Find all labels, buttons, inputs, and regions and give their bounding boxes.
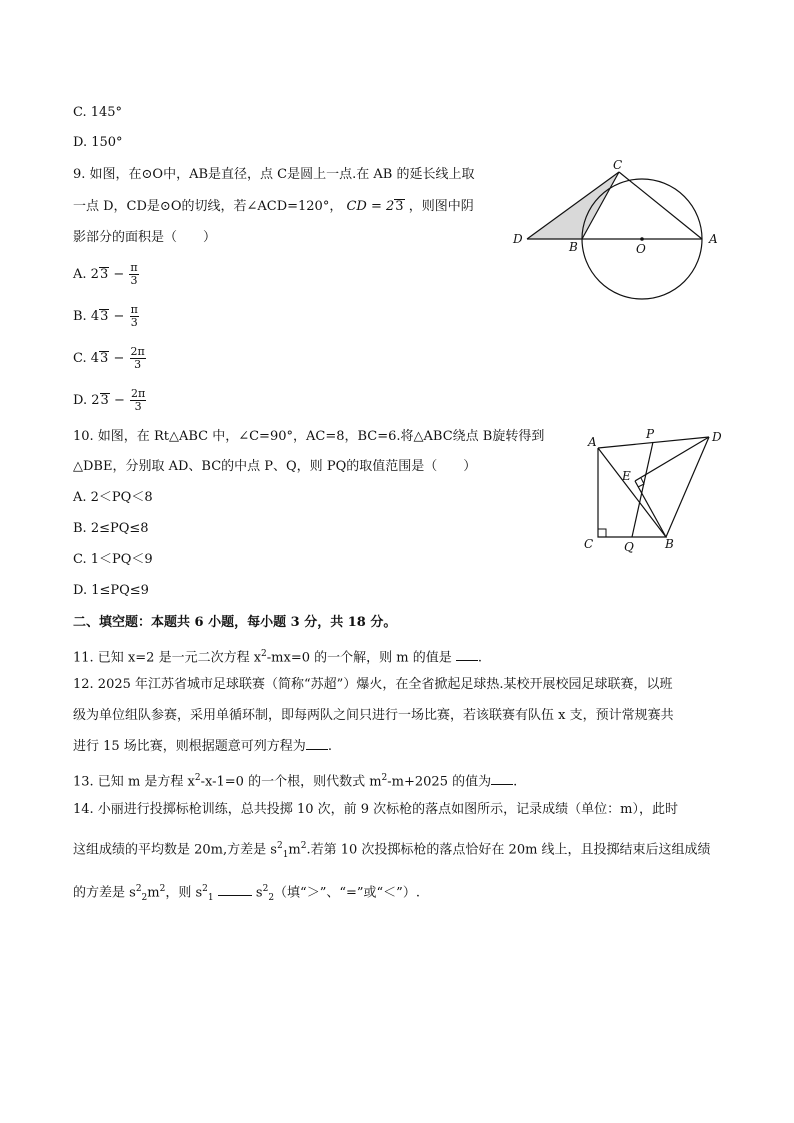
q14-s2b-sub: 2 (268, 892, 275, 903)
q14-line3: 的方差是 $s^2_2m^2$，则 $s^2_1$ $s^2_2$（填“＞”、“=”或“＜”）. (73, 884, 420, 903)
label-q: Q (624, 540, 634, 554)
option-label: C. (73, 351, 87, 366)
q10-option-a: A. 2＜PQ＜8 (73, 490, 153, 505)
q13-text-a: 13. 已知 m 是方程 x (73, 774, 195, 790)
option-op: − (113, 393, 125, 408)
q14-line3a: 的方差是 s (73, 885, 136, 901)
label-a: A (588, 435, 597, 449)
q14-answer-blank[interactable] (218, 895, 252, 896)
q14-line3c: （填“＞”、“=”或“＜”）. (274, 885, 420, 901)
q14-m: m (288, 842, 301, 858)
option-coef: 4 (90, 309, 100, 324)
q14-s2-sub: 2 (141, 892, 148, 903)
line-pq (632, 442, 653, 537)
option-fraction: $\frac{2\pi}{3}$ (130, 345, 145, 371)
q11-stem (73, 645, 482, 667)
label-d: D (513, 232, 523, 246)
q14-s2b-sup: 2 (262, 884, 269, 894)
line-eb (635, 481, 666, 537)
q9-option-d (73, 388, 147, 413)
option-radical: 3 (100, 309, 109, 324)
q14-line2a: 这组成绩的平均数是 20m,方差是 s (73, 842, 277, 858)
triangle-acb (598, 448, 666, 537)
q14-m: m (147, 885, 160, 901)
q8-option-c: C. 145° (73, 105, 123, 120)
q9-sqrt: 3 (395, 199, 404, 214)
q14-s1-sup: 2 (276, 841, 283, 851)
label-b: B (665, 537, 674, 551)
q13-sup2: 2 (381, 773, 388, 783)
q9-option-c (73, 346, 147, 371)
q9-stem-line2b: ，则图中阴 (408, 199, 474, 214)
q13-answer-blank[interactable] (491, 784, 513, 785)
q13-text-d: . (513, 774, 518, 790)
option-op: − (113, 309, 125, 324)
q13-text-b: -x-1=0 的一个根，则代数式 m (200, 774, 382, 790)
q14-line1: 14. 小丽进行投掷标枪训练，总共投掷 10 次，前 9 次标枪的落点如图所示，记录成绩（单位：m），此时 (73, 802, 678, 817)
q9-stem-line1: 9. 如图，在⊙O中，AB是直径，点 C是圆上一点.在 AB 的延长线上取 (73, 167, 475, 182)
label-b: B (569, 240, 578, 254)
q12-line3a: 进行 15 场比赛，则根据题意可列方程为 (73, 739, 306, 754)
q9-stem-line2 (73, 198, 474, 216)
option-op: − (113, 351, 125, 366)
q12-line3b: . (327, 739, 332, 754)
label-c: C (613, 160, 623, 172)
label-d: D (712, 430, 722, 444)
q9-cd-label: CD = 2 (346, 199, 395, 214)
q9-circle-figure (505, 160, 735, 310)
q10-triangle-figure (578, 424, 728, 559)
option-coef: 4 (90, 351, 100, 366)
q14-s2-sup: 2 (135, 884, 142, 894)
q9-stem-line3: 影部分的面积是（ ） (73, 230, 217, 245)
option-radical: 3 (100, 351, 109, 366)
q11-sup: 2 (261, 649, 267, 659)
option-label: B. (73, 309, 87, 324)
q10-stem-line1: 10. 如图，在 Rt△ABC 中，∠C=90°，AC=8，BC=6.将△ABC绕点 B旋转得到 (73, 429, 545, 444)
q13-stem (73, 769, 517, 791)
q14-m-sup: 2 (159, 884, 166, 894)
q9-option-b (73, 304, 140, 329)
q12-line1: 12. 2025 年江苏省城市足球联赛（简称“苏超”）爆火，在全省掀起足球热.某校开展校园足球联赛，以班 (73, 677, 673, 692)
q14-line2b: .若第 10 次投掷标枪的落点恰好在 20m 线上，且投掷结束后这组成绩 (306, 842, 711, 858)
section2-heading: 二、填空题：本题共 6 小题，每小题 3 分，共 18 分。 (73, 615, 397, 630)
q11-answer-blank[interactable] (456, 660, 478, 661)
q12-line2: 级为单位组队参赛，采用单循环制，即每两队之间只进行一场比赛，若该联赛有队伍 x 支，预计常规赛共 (73, 708, 674, 723)
option-radical: 3 (100, 393, 109, 408)
q14-s1-sub: 1 (282, 849, 289, 860)
q13-sup1: 2 (194, 773, 201, 783)
option-radical: 3 (99, 267, 109, 282)
q11-text-c: . (477, 650, 482, 666)
option-op: − (113, 267, 125, 282)
q10-option-d: D. 1≤PQ≤9 (73, 583, 149, 598)
q10-stem-line2: △DBE，分别取 AD、BC的中点 P、Q，则 PQ的取值范围是（ ） (73, 459, 477, 474)
q10-option-c: C. 1＜PQ＜9 (73, 552, 153, 567)
right-angle-c (598, 529, 606, 537)
q12-answer-blank[interactable] (306, 749, 328, 750)
q14-s1b-sub: 1 (207, 892, 214, 903)
option-fraction: $\frac{\pi}{3}$ (130, 261, 138, 287)
option-coef: 2 (91, 393, 100, 408)
q12-line3 (73, 738, 332, 756)
q11-text-b: -mx=0 的一个解，则 m 的值是 (266, 650, 452, 666)
q9-stem-line2a: 一点 D，CD是⊙O的切线，若∠ACD=120°， (73, 199, 343, 214)
option-fraction: $\frac{\pi}{3}$ (130, 303, 138, 329)
q11-text-a: 11. 已知 x=2 是一元二次方程 x (73, 650, 262, 666)
line-db (666, 437, 709, 537)
q8-option-d: D. 150° (73, 135, 123, 150)
q14-m-sup: 2 (300, 841, 307, 851)
q14-s1b-sup: 2 (202, 884, 208, 894)
label-c: C (584, 537, 594, 551)
q13-text-c: -m+2025 的值为 (387, 774, 492, 790)
point-o (640, 237, 644, 241)
q9-option-a (73, 262, 140, 287)
label-p: P (646, 427, 655, 441)
label-a: A (709, 232, 718, 246)
option-label: A. (73, 267, 87, 282)
q14-line2 (73, 837, 711, 864)
label-e: E (622, 469, 631, 483)
option-label: D. (73, 393, 88, 408)
label-o: O (636, 242, 646, 256)
q10-option-b: B. 2≤PQ≤8 (73, 521, 149, 536)
option-fraction: $\frac{2\pi}{3}$ (130, 387, 146, 413)
q14-line3b: ，则 s (165, 885, 203, 901)
option-coef: 2 (90, 267, 99, 282)
